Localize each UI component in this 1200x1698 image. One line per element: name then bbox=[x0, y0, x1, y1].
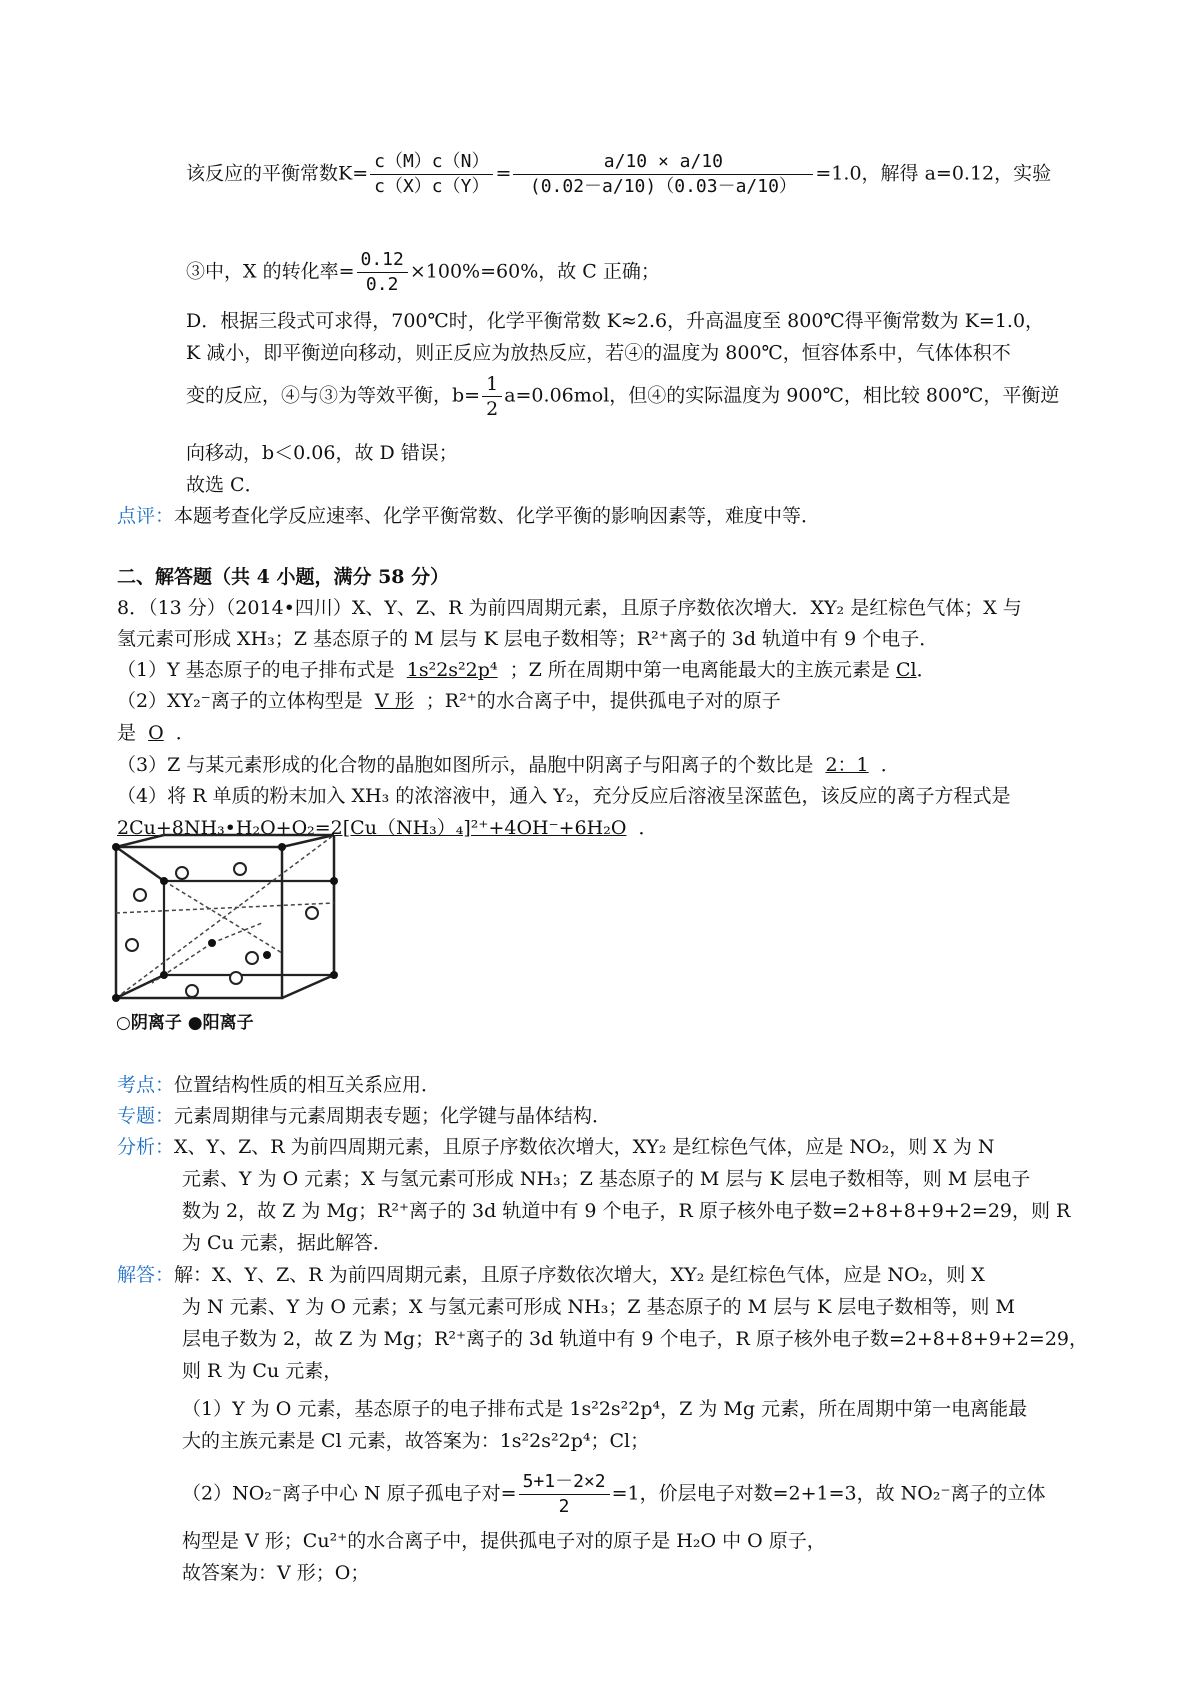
cation-7 bbox=[112, 994, 120, 1002]
jieda-row: 解答：解：X、Y、Z、R 为前四周期元素，且原子序数依次增大，XY₂ 是红棕色气体，应是 NO₂，则 X bbox=[117, 1264, 985, 1286]
cation-1 bbox=[112, 843, 120, 851]
eq-rhs-fraction: $\frac{a/10 \times a/10}{(0.02-a/10)(0.03-a/10)}$ bbox=[513, 150, 813, 199]
jieda-line-4: 则 R 为 Cu 元素， bbox=[182, 1360, 343, 1382]
answer-4-equation: 2Cu+8NH₃•H₂O+O₂=2[Cu（NH₃）₄]²⁺+4OH⁻+6H₂O bbox=[117, 817, 627, 839]
cation-8 bbox=[330, 971, 338, 979]
review-text: 本题考查化学反应速率、化学平衡常数、化学平衡的影响因素等，难度中等． bbox=[174, 505, 821, 527]
anion-5 bbox=[186, 985, 198, 997]
kaodian-row: 考点：位置结构性质的相互关系应用． bbox=[117, 1074, 441, 1096]
fenxi-row: 分析：X、Y、Z、R 为前四周期元素，且原子序数依次增大，XY₂ 是红棕色气体，应是 NO₂，则 X 为 N bbox=[117, 1136, 995, 1158]
fenxi-line-4: 为 Cu 元素，据此解答． bbox=[182, 1232, 392, 1254]
jieda-label: 解答： bbox=[117, 1264, 175, 1286]
anion-7 bbox=[246, 952, 258, 964]
cation-3 bbox=[278, 843, 286, 851]
anion-6 bbox=[230, 972, 242, 984]
conversion-fraction: $\frac{0.12}{0.2}$ bbox=[357, 248, 408, 297]
answer-2-atom: O bbox=[148, 722, 164, 744]
q8-part-3: （3）Z 与某元素形成的化合物的晶胞如图所示，晶胞中阴离子与阳离子的个数比是 2：1 ． bbox=[117, 754, 900, 776]
answer-1-element: Cl bbox=[895, 659, 917, 681]
answer-3-ratio: 2：1 bbox=[825, 754, 869, 776]
conversion-line: ③中，X 的转化率= $\frac{0.12}{0.2}$ ×100%=60%，故 C 正确； bbox=[186, 249, 660, 295]
fenxi-line-2: 元素、Y 为 O 元素；X 与氢元素可形成 NH₃；Z 基态原子的 M 层与 K 层电子数相等，则 M 层电子 bbox=[182, 1168, 1031, 1190]
lone-pair-fraction: $\frac{5+1-2\times 2}{2}$ bbox=[519, 1470, 610, 1519]
zhuanti-row: 专题：元素周期律与元素周期表专题；化学键与晶体结构． bbox=[117, 1105, 612, 1127]
kaodian-label: 考点： bbox=[117, 1074, 175, 1096]
equilibrium-constant-line: 该反应的平衡常数K= $\frac{c(M)c(N)}{c(X)c(Y)}$ = $\frac{a/10 \times a/10}{(0.02-a/10)(0.03-a/10)}$ =1.0，解得 a=0.12，实验 bbox=[186, 151, 1052, 197]
zhuanti-label: 专题： bbox=[117, 1105, 175, 1127]
anion-2 bbox=[176, 867, 188, 879]
review-label: 点评： bbox=[117, 505, 175, 527]
choose-answer: 故选 C． bbox=[186, 474, 264, 496]
q8-line-2: 氢元素可形成 XH₃；Z 基态原子的 M 层与 K 层电子数相等；R²⁺离子的 3d 轨道中有 9 个电子． bbox=[117, 628, 939, 650]
q8-part-4: （4）将 R 单质的粉末加入 XH₃ 的浓溶液中，通入 Y₂，充分反应后溶液呈深蓝色，该反应的离子方程式是 bbox=[117, 785, 1011, 807]
review-row bbox=[117, 503, 820, 529]
fenxi-label: 分析： bbox=[117, 1136, 175, 1158]
cation-4 bbox=[330, 877, 338, 885]
jieda-part-2: （2）NO₂⁻离子中心 N 原子孤电子对= $\frac{5+1-2\times 2}{2}$ =1，价层电子对数=2+1=3，故 NO₂⁻离子的立体 bbox=[182, 1471, 1046, 1517]
diagram-legend: ○阴离子 ●阳离子 bbox=[116, 1013, 254, 1033]
jieda-line-2: 为 N 元素、Y 为 O 元素；X 与氢元素可形成 NH₃；Z 基态原子的 M 层与 K 层电子数相等，则 M bbox=[182, 1296, 1015, 1318]
eq-suffix: =1.0，解得 a=0.12，实验 bbox=[815, 162, 1052, 185]
half-fraction: $\frac{1}{2}$ bbox=[482, 372, 502, 421]
anion-1 bbox=[134, 889, 146, 901]
fenxi-line-3: 数为 2，故 Z 为 Mg；R²⁺离子的 3d 轨道中有 9 个电子，R 原子核外电子数=2+8+8+9+2=29，则 R bbox=[182, 1200, 1071, 1222]
anion-8 bbox=[306, 907, 318, 919]
cation-2 bbox=[160, 877, 168, 885]
part-d-line-1: D．根据三段式可求得，700℃时，化学平衡常数 K≈2.6，升高温度至 800℃得平衡常数为 K=1.0， bbox=[186, 310, 1045, 332]
part-d-line-3: 变的反应，④与③为等效平衡，b= $\frac{1}{2}$ a=0.06mol，但④的实际温度为 900℃，相比较 800℃，平衡逆 bbox=[186, 373, 1060, 420]
jieda-tail-1: 构型是 V 形；Cu²⁺的水合离子中，提供孤电子对的原子是 H₂O 中 O 原子， bbox=[182, 1530, 826, 1552]
part-d-line-4: 向移动，b＜0.06，故 D 错误； bbox=[186, 442, 458, 464]
answer-1-config: 1s²2s²2p⁴ bbox=[406, 659, 498, 681]
jieda-line-6: 大的主族元素是 Cl 元素，故答案为：1s²2s²2p⁴；Cl； bbox=[182, 1430, 650, 1452]
anion-4 bbox=[126, 939, 138, 951]
q8-part-4-answer-row: 2Cu+8NH₃•H₂O+O₂=2[Cu（NH₃）₄]²⁺+4OH⁻+6H₂O ． bbox=[117, 817, 658, 839]
anion-3 bbox=[234, 863, 246, 875]
cation-5 bbox=[208, 939, 216, 947]
eq-lhs-fraction: $\frac{c(M)c(N)}{c(X)c(Y)}$ bbox=[370, 150, 493, 199]
q8-part-2: （2）XY₂⁻离子的立体构型是 V 形 ；R²⁺的水合离子中，提供孤电子对的原子 bbox=[117, 690, 781, 712]
eq-prefix: 该反应的平衡常数K= bbox=[186, 162, 369, 185]
cation-6 bbox=[263, 951, 271, 959]
answer-2-shape: V 形 bbox=[374, 690, 414, 712]
q8-part-1: （1）Y 基态原子的电子排布式是 1s²2s²2p⁴ ；Z 所在周期中第一电离能最大的主族元素是 Cl． bbox=[117, 659, 936, 681]
section-title: 二、解答题（共 4 小题，满分 58 分） bbox=[117, 566, 450, 588]
cation-9 bbox=[160, 971, 168, 979]
part-d-line-2: K 减小，即平衡逆向移动，则正反应为放热反应，若④的温度为 800℃，恒容体系中，气体体积不 bbox=[186, 342, 1011, 364]
q8-part-2-cont: 是 O ． bbox=[117, 722, 195, 744]
jieda-line-3: 层电子数为 2，故 Z 为 Mg；R²⁺离子的 3d 轨道中有 9 个电子，R 原子核外电子数=2+8+8+9+2=29， bbox=[182, 1328, 1088, 1350]
jieda-tail-2: 故答案为：V 形；O； bbox=[182, 1562, 370, 1584]
q8-line-1: 8．（13 分）（2014•四川）X、Y、Z、R 为前四周期元素，且原子序数依次增大．XY₂ 是红棕色气体；X 与 bbox=[117, 597, 1022, 619]
jieda-line-5: （1）Y 为 O 元素，基态原子的电子排布式是 1s²2s²2p⁴，Z 为 Mg 元素，所在周期中第一电离能最 bbox=[182, 1398, 1028, 1420]
